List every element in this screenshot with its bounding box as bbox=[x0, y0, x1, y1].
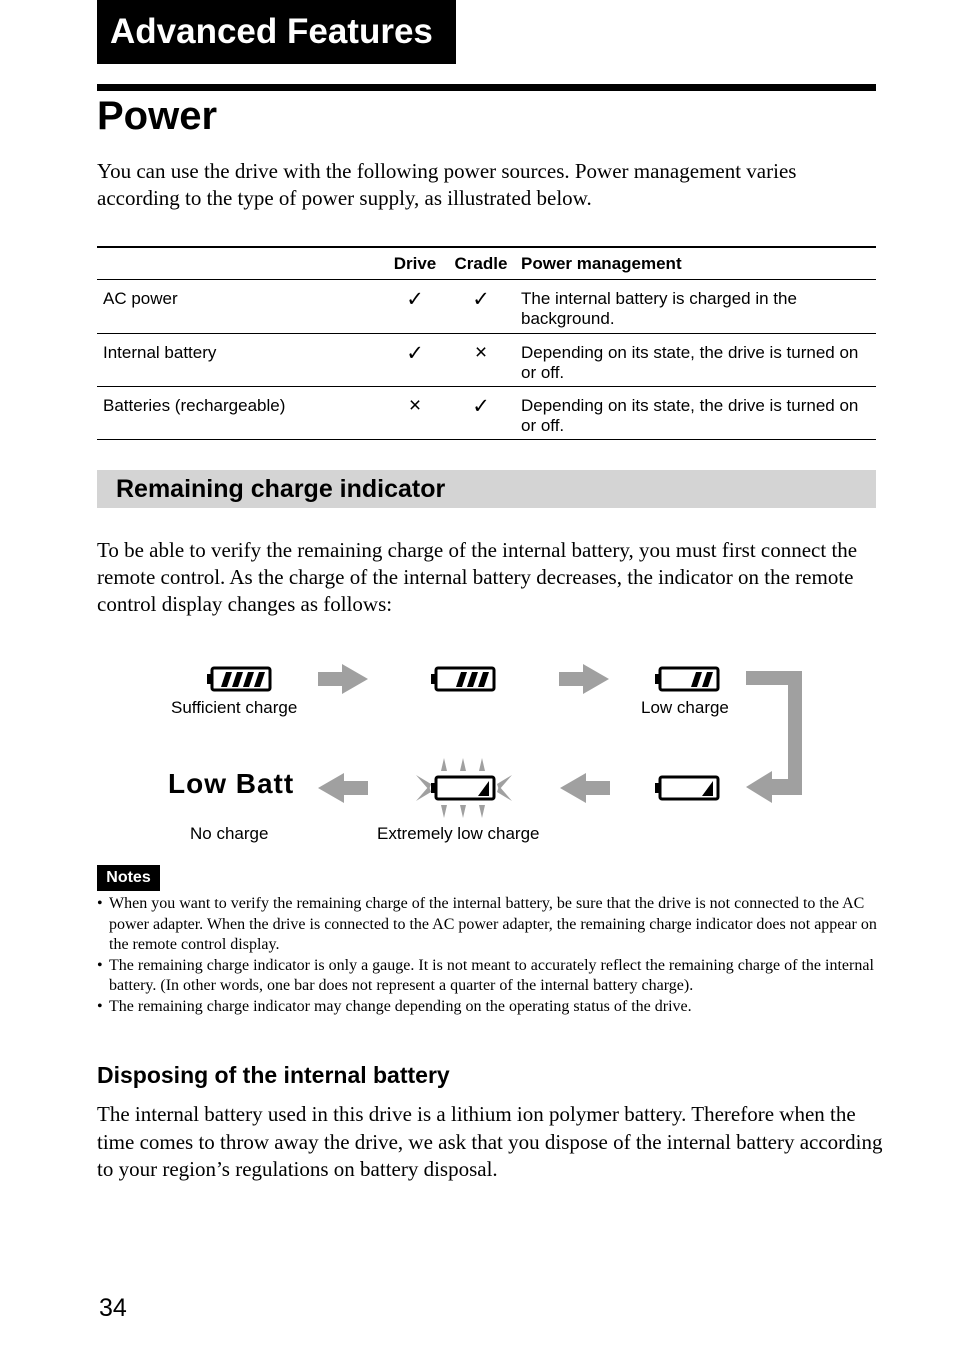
arrow-left-icon bbox=[560, 773, 610, 803]
caption-low-charge: Low charge bbox=[641, 698, 729, 717]
cradle-cross-mark: × bbox=[441, 334, 521, 387]
notes-list bbox=[97, 894, 887, 1017]
arrow-right-icon bbox=[559, 664, 609, 694]
remaining-charge-heading: Remaining charge indicator bbox=[97, 470, 876, 508]
battery-full-icon bbox=[207, 668, 270, 690]
caption-no-charge: No charge bbox=[190, 824, 269, 843]
table-row bbox=[97, 334, 876, 387]
drive-cross-mark: × bbox=[389, 387, 441, 440]
disposal-heading: Disposing of the internal battery bbox=[97, 1062, 450, 1088]
bracket-arrow-icon bbox=[746, 671, 802, 803]
caption-extremely-low-charge: Extremely low charge bbox=[377, 824, 540, 843]
battery-one-bar-icon bbox=[655, 777, 718, 799]
indicator-paragraph: To be able to verify the remaining charge of the internal battery, you must first connect the remote control. As the charge of the internal battery decreases, the indicator on the remote control display changes as follows: bbox=[97, 538, 858, 616]
battery-level-diagram bbox=[0, 640, 954, 850]
table-header-row bbox=[97, 247, 876, 280]
power-sources-table bbox=[97, 246, 876, 440]
disposal-paragraph: The internal battery used in this drive is a lithium ion polymer battery. Therefore when the time comes to throw away the drive, we ask that you dispose of the internal battery according to your region’s regulations on battery disposal. bbox=[97, 1102, 883, 1181]
caption-sufficient-charge: Sufficient charge bbox=[171, 698, 298, 717]
intro-paragraph: You can use the drive with the following power sources. Power management varies according to the type of power supply, as illustrated below. bbox=[97, 159, 797, 210]
section-tag: Advanced Features bbox=[97, 0, 456, 64]
battery-low-icon bbox=[655, 668, 718, 690]
title-rule bbox=[97, 84, 876, 91]
battery-three-quarter-icon bbox=[431, 668, 494, 690]
drive-check-mark: ✓ bbox=[389, 334, 441, 387]
drive-check-mark: ✓ bbox=[389, 280, 441, 334]
arrow-right-icon bbox=[318, 664, 368, 694]
column-header-cradle: Cradle bbox=[441, 247, 521, 280]
table-row bbox=[97, 387, 876, 440]
list-item: • The remaining charge indicator is only a gauge. It is not meant to accurately reflect the remaining charge of the internal battery. (In other words, one bar does not represent a quarter of the internal battery charge). bbox=[97, 956, 887, 997]
arrow-left-icon bbox=[318, 773, 368, 803]
power-management-cell: Depending on its state, the drive is turned on or off. bbox=[521, 334, 876, 387]
low-batt-display: Low Batt bbox=[168, 768, 295, 799]
cradle-check-mark: ✓ bbox=[441, 280, 521, 334]
column-header-drive: Drive bbox=[389, 247, 441, 280]
list-item: • The remaining charge indicator may change depending on the operating status of the drive. bbox=[97, 997, 887, 1018]
power-source-cell: Batteries (rechargeable) bbox=[97, 387, 389, 440]
notes-label: Notes bbox=[97, 865, 160, 891]
column-header-source bbox=[97, 247, 389, 280]
column-header-power-management: Power management bbox=[521, 247, 876, 280]
power-source-cell: AC power bbox=[97, 280, 389, 334]
page-title: Power bbox=[97, 94, 218, 138]
battery-blinking-icon bbox=[416, 758, 512, 818]
power-source-cell: Internal battery bbox=[97, 334, 389, 387]
power-management-cell: The internal battery is charged in the background. bbox=[521, 280, 876, 334]
table-row bbox=[97, 280, 876, 334]
power-management-cell: Depending on its state, the drive is turned on or off. bbox=[521, 387, 876, 440]
page-number: 34 bbox=[99, 1294, 127, 1322]
list-item: • When you want to verify the remaining charge of the internal battery, be sure that the drive is not connected to the AC power adapter. When the drive is connected to the AC power adapter, the remaining charge indicator does not appear on the remote control display. bbox=[97, 894, 887, 956]
cradle-check-mark: ✓ bbox=[441, 387, 521, 440]
